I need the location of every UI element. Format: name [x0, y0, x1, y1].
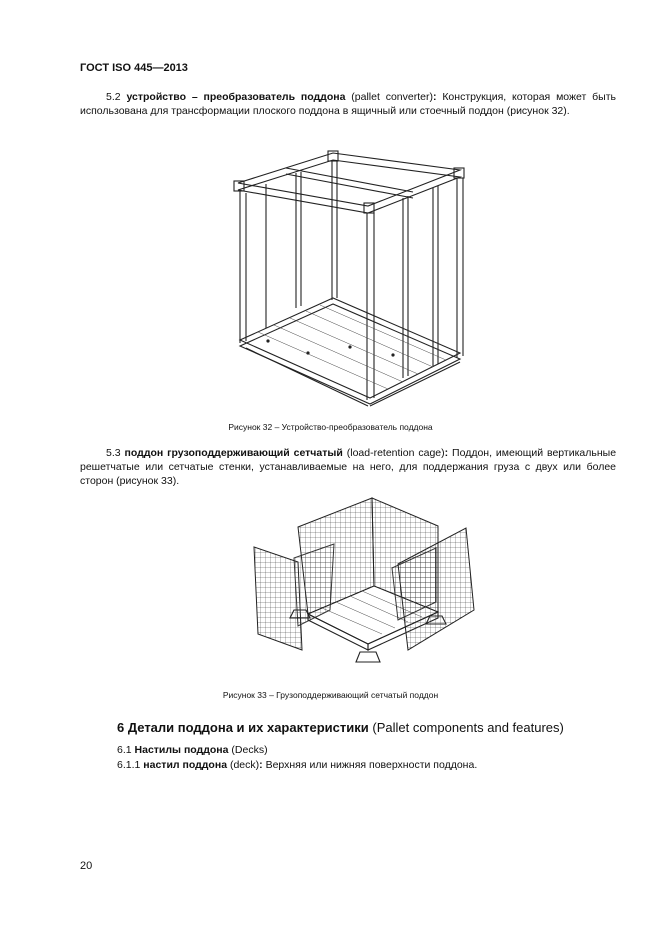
- definition-5-2: [80, 90, 616, 118]
- clause-number: 5.3: [106, 447, 121, 459]
- term-english: (Decks): [231, 744, 268, 756]
- page-number: 20: [80, 860, 93, 872]
- definition-text: Поддон, имеющий вертикальные решетчатые или сетчатые стенки, устанавливаемые на него, для поддержания груза с двух или более сторон (рисунок 33).: [80, 447, 617, 487]
- clause-number: 6.1: [117, 744, 132, 756]
- section-6-heading: [117, 720, 564, 735]
- colon: :: [259, 759, 263, 771]
- definition-text: Верхняя или нижняя поверхности поддона.: [265, 759, 478, 771]
- term-english: (load-retention cage): [346, 447, 445, 459]
- definition-6-1-1: [117, 759, 477, 771]
- term: устройство – преобразователь поддона: [126, 91, 346, 103]
- clause-number: 5.2: [106, 91, 121, 103]
- term-english: (pallet converter): [351, 91, 433, 103]
- term: Настилы поддона: [134, 744, 229, 756]
- colon: :: [432, 91, 437, 103]
- load-retention-cage-illustration: [250, 492, 480, 677]
- figure-32-caption: Рисунок 32 – Устройство-преобразователь поддона: [228, 422, 433, 432]
- section-title: 6 Детали поддона и их характеристики: [117, 720, 369, 735]
- section-title-english: (Pallet components and features): [372, 720, 564, 735]
- pallet-converter-illustration: [228, 148, 468, 413]
- document-header: ГОСТ ISO 445—2013: [80, 62, 188, 74]
- colon: :: [444, 447, 449, 459]
- term: поддон грузоподдерживающий сетчатый: [124, 447, 343, 459]
- definition-text: Конструкция, которая может быть использована для трансформации плоского поддона в ящичный или стоечный поддон (рисунок 32).: [80, 91, 617, 117]
- term: настил поддона: [143, 759, 228, 771]
- clause-number: 6.1.1: [117, 759, 141, 771]
- term-english: (deck): [229, 759, 260, 771]
- figure-33-caption: Рисунок 33 – Грузоподдерживающий сетчатый поддон: [222, 690, 439, 700]
- definition-5-3: [80, 446, 616, 488]
- subsection-6-1: [117, 744, 268, 756]
